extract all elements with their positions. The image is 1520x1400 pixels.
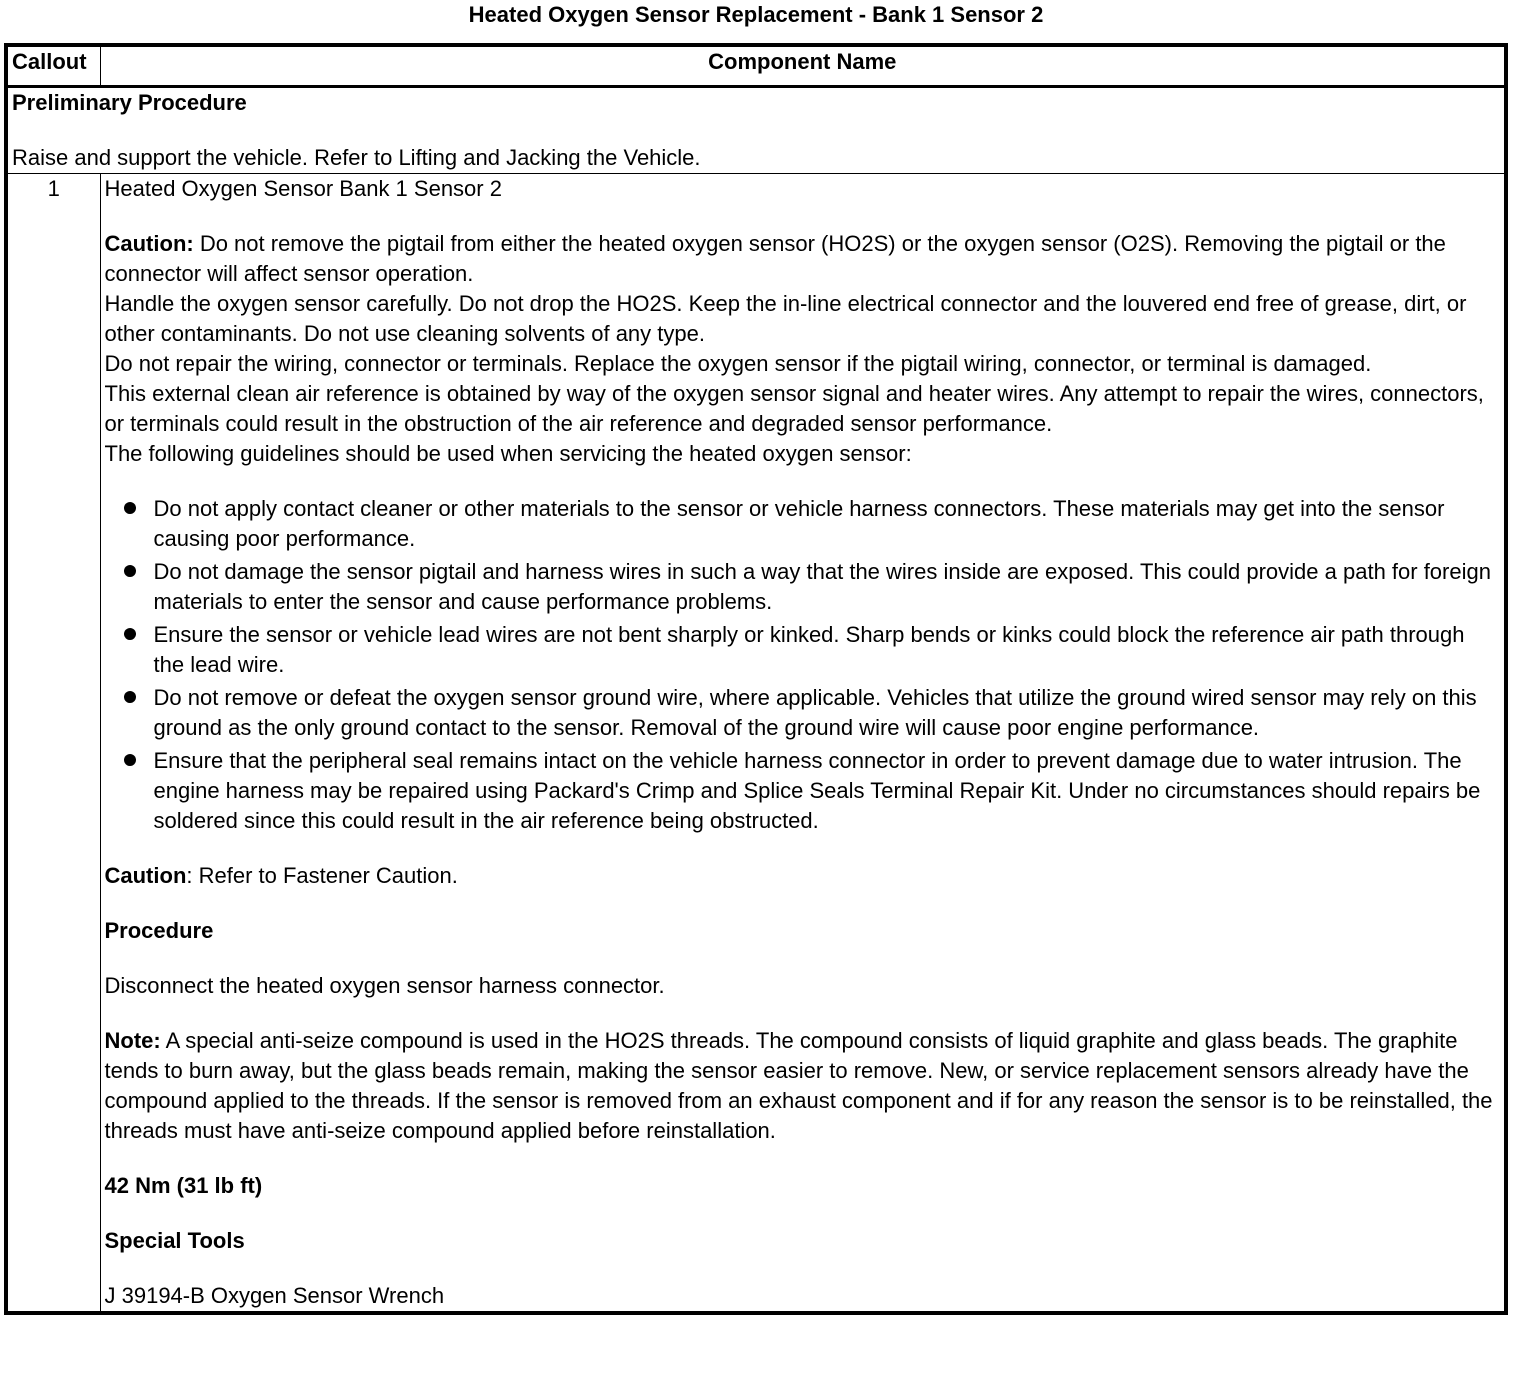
procedure-table xyxy=(4,43,1508,1315)
procedure-heading: Procedure xyxy=(104,918,214,943)
note-block xyxy=(105,1026,1501,1146)
note-label: Note: xyxy=(104,1028,161,1053)
column-header-callout: Callout xyxy=(6,45,100,87)
preliminary-cell xyxy=(6,87,1506,174)
list-item xyxy=(105,746,1501,836)
bullet-icon xyxy=(124,754,136,766)
list-item xyxy=(105,620,1501,680)
caution-line: Do not repair the wiring, connector or terminals. Replace the oxygen sensor if the pigtail wiring, connector, or terminal is damaged. xyxy=(104,351,1372,376)
bullet-icon xyxy=(124,565,136,577)
preliminary-row xyxy=(6,87,1506,174)
guidelines-list xyxy=(105,494,1501,836)
column-header-component-name: Component Name xyxy=(100,45,1506,87)
note-text: A special anti-seize compound is used in the HO2S threads. The compound consists of liquid graphite and glass beads. The graphite tends to burn away, but the glass beads remain, making the sensor easier to remove. New, or service replacement sensors already have the compound applied to the threads. If the sensor is removed from an exhaust component and if for any reason the sensor is to be reinstalled, the threads must have anti-seize compound applied before reinstallation. xyxy=(104,1028,1493,1143)
caution-text: Do not remove the pigtail from either the heated oxygen sensor (HO2S) or the oxygen sensor (O2S). Removing the pigtail or the connector will affect sensor operation. xyxy=(104,231,1446,286)
component-name: Heated Oxygen Sensor Bank 1 Sensor 2 xyxy=(104,176,502,201)
caution-line: This external clean air reference is obtained by way of the oxygen sensor signal and heater wires. Any attempt to repair the wires, connectors, or terminals could result in the obstruction of the air reference and degraded sensor performance. xyxy=(104,381,1484,436)
callout-number: 1 xyxy=(6,174,100,1314)
component-cell xyxy=(100,174,1506,1314)
caution-label: Caution xyxy=(104,863,187,888)
fastener-caution xyxy=(105,861,1501,891)
special-tool: J 39194-B Oxygen Sensor Wrench xyxy=(104,1283,445,1308)
caution-text: : Refer to Fastener Caution. xyxy=(186,863,458,888)
guideline-text: Do not remove or defeat the oxygen sensor ground wire, where applicable. Vehicles that utilize the ground wired sensor may rely on this ground as the only ground contact to the sensor. Removal of the ground wire will cause poor engine performance. xyxy=(153,685,1477,740)
guideline-text: Ensure that the peripheral seal remains intact on the vehicle harness connector in order to prevent damage due to water intrusion. The engine harness may be repaired using Packard's Crimp and Splice Seals Terminal Repair Kit. Under no circumstances should repairs be soldered since this could result in the air reference being obstructed. xyxy=(153,748,1481,833)
list-item xyxy=(105,494,1501,554)
bullet-icon xyxy=(124,628,136,640)
list-item xyxy=(105,557,1501,617)
guideline-text: Do not damage the sensor pigtail and harness wires in such a way that the wires inside are exposed. This could provide a path for foreign materials to enter the sensor and cause performance problems. xyxy=(153,559,1491,614)
caution-line: The following guidelines should be used when servicing the heated oxygen sensor: xyxy=(104,441,912,466)
bullet-icon xyxy=(124,502,136,514)
special-tools-heading: Special Tools xyxy=(104,1228,245,1253)
procedure-text: Disconnect the heated oxygen sensor harness connector. xyxy=(104,973,665,998)
caution-block xyxy=(105,229,1501,289)
preliminary-heading: Preliminary Procedure xyxy=(12,90,247,115)
list-item xyxy=(105,683,1501,743)
preliminary-text: Raise and support the vehicle. Refer to Lifting and Jacking the Vehicle. xyxy=(12,145,701,170)
bullet-icon xyxy=(124,691,136,703)
table-header-row xyxy=(6,45,1506,87)
guideline-text: Do not apply contact cleaner or other materials to the sensor or vehicle harness connectors. These materials may get into the sensor causing poor performance. xyxy=(153,496,1445,551)
caution-label: Caution: xyxy=(104,231,194,256)
table-row xyxy=(6,174,1506,1314)
guideline-text: Ensure the sensor or vehicle lead wires are not bent sharply or kinked. Sharp bends or kinks could block the reference air path through the lead wire. xyxy=(153,622,1465,677)
document-title: Heated Oxygen Sensor Replacement - Bank 1 Sensor 2 xyxy=(468,2,1044,27)
caution-line: Handle the oxygen sensor carefully. Do not drop the HO2S. Keep the in-line electrical connector and the louvered end free of grease, dirt, or other contaminants. Do not use cleaning solvents of any type. xyxy=(104,291,1467,346)
torque-spec: 42 Nm (31 lb ft) xyxy=(104,1173,263,1198)
